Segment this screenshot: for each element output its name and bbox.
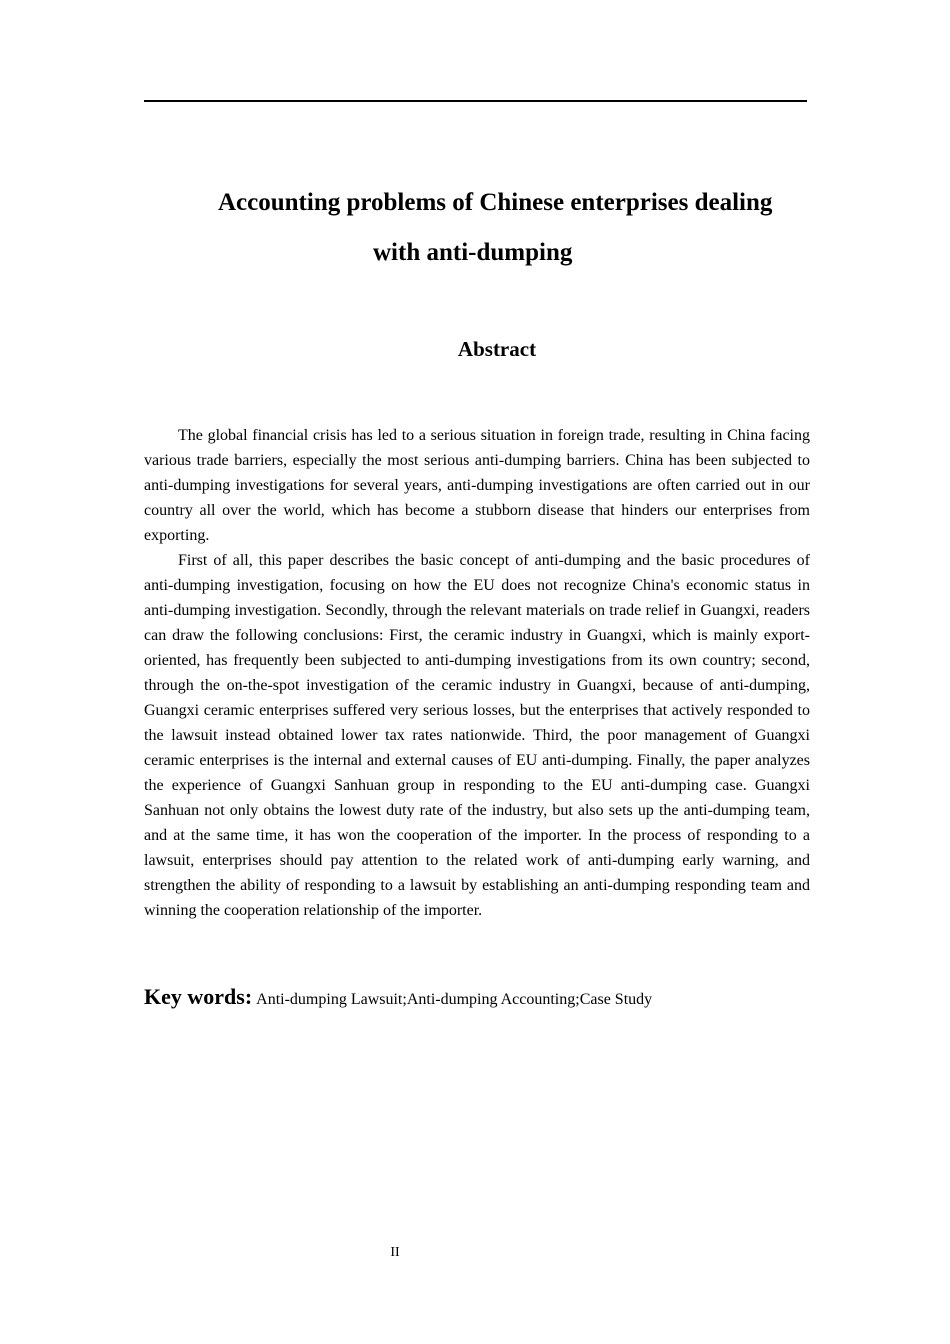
keywords-value: Anti-dumping Lawsuit;Anti-dumping Accounting;Case Study [256,991,653,1008]
keywords [144,982,810,1015]
abstract-body [144,423,810,923]
paper-title-line-1: Accounting problems of Chinese enterprises dealing [218,189,773,216]
paper-title [144,178,807,278]
keywords-label: Key words: [144,984,253,1009]
abstract-paragraph-1: The global financial crisis has led to a serious situation in foreign trade, resulting in China facing various trade barriers, especially the most serious anti-dumping barriers. China has been subjected to anti-dumping investigations for several years, anti-dumping investigations are often carried out in our country all over the world, which has become a stubborn disease that hinders our enterprises from exporting. [144,427,810,544]
abstract-heading: Abstract [457,337,537,361]
page-number: II [390,1245,400,1260]
abstract-paragraph-2: First of all, this paper describes the basic concept of anti-dumping and the basic procedures of anti-dumping investigation, focusing on how the EU does not recognize China's economic status in anti-dumping investigation. Secondly, through the relevant materials on trade relief in Guangxi, readers can draw the following conclusions: First, the ceramic industry in Guangxi, which is mainly export-oriented, has frequently been subjected to anti-dumping investigations from its own country; second, through the on-the-spot investigation of the ceramic industry in Guangxi, because of anti-dumping, Guangxi ceramic enterprises suffered very serious losses, but the enterprises that actively responded to the lawsuit instead obtained lower tax rates nationwide. Third, the poor management of Guangxi ceramic enterprises is the internal and external causes of EU anti-dumping. Finally, the paper analyzes the experience of Guangxi Sanhuan group in responding to the EU anti-dumping case. Guangxi Sanhuan not only obtains the lowest duty rate of the industry, but also sets up the anti-dumping team, and at the same time, it has won the cooperation of the importer. In the process of responding to a lawsuit, enterprises should pay attention to the related work of anti-dumping early warning, and strengthen the ability of responding to a lawsuit by establishing an anti-dumping responding team and winning the cooperation relationship of the importer. [144,552,810,919]
paper-title-line-2: with anti-dumping [373,239,573,266]
header-rule [144,100,807,102]
